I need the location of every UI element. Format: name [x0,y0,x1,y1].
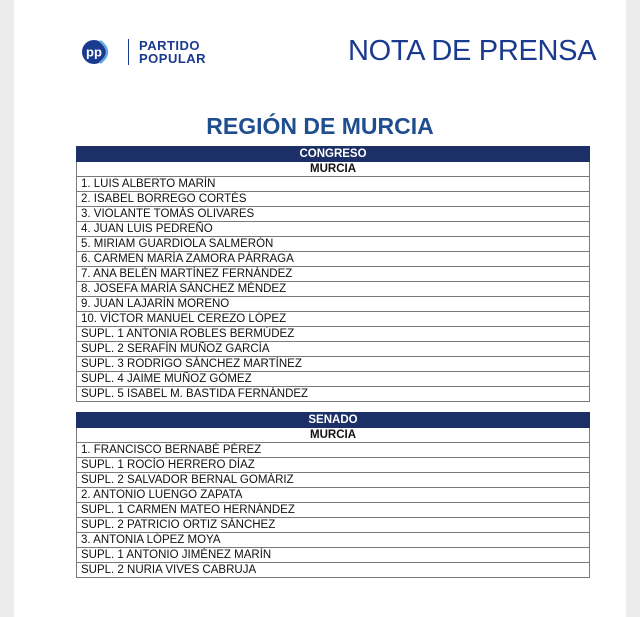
candidate-name: SUPL. 2 NURIA VIVES CABRUJA [77,563,590,578]
candidate-row [77,342,590,357]
candidate-name: 8. JOSEFA MARÍA SÁNCHEZ MÉNDEZ [77,282,590,297]
candidate-row [77,473,590,488]
senado-circunscripcion-row [77,428,590,443]
logo-mark-text: pp [86,44,102,60]
candidate-name: SUPL. 4 JAIME MUÑOZ GÓMEZ [77,372,590,387]
candidate-row [77,533,590,548]
candidate-name: 1. FRANCISCO BERNABÉ PÉREZ [77,443,590,458]
congreso-title: CONGRESO [77,147,590,162]
document-type-title: NOTA DE PRENSA [348,35,597,67]
candidate-name: 2. ISABEL BORREGO CORTÉS [77,192,590,207]
candidate-name: 9. JUAN LAJARÍN MORENO [77,297,590,312]
party-logo [80,36,206,68]
candidate-name: 1. LUIS ALBERTO MARÍN [77,177,590,192]
candidate-row [77,327,590,342]
senado-title: SENADO [77,413,590,428]
candidate-row [77,267,590,282]
candidate-row [77,312,590,327]
senado-header-row [77,413,590,428]
region-title: REGIÓN DE MURCIA [206,113,434,139]
candidate-row [77,177,590,192]
senado-table [76,412,590,578]
candidate-name: SUPL. 1 ANTONIO JIMÉNEZ MARÍN [77,548,590,563]
candidate-name: 3. VIOLANTE TOMÁS OLIVARES [77,207,590,222]
candidate-row [77,192,590,207]
candidate-name: SUPL. 2 SALVADOR BERNAL GOMÁRIZ [77,473,590,488]
candidate-name: 6. CARMEN MARÍA ZAMORA PÁRRAGA [77,252,590,267]
candidate-row [77,548,590,563]
candidate-row [77,387,590,402]
candidate-row [77,488,590,503]
senado-circunscripcion: MURCIA [77,428,590,443]
candidate-row [77,443,590,458]
candidate-row [77,372,590,387]
congreso-circunscripcion-row [77,162,590,177]
candidate-row [77,207,590,222]
candidate-row [77,563,590,578]
candidate-name: 5. MIRIAM GUARDIOLA SALMERÓN [77,237,590,252]
candidate-row [77,503,590,518]
candidate-row [77,297,590,312]
candidate-name: SUPL. 2 SERAFÍN MUÑOZ GARCÍA [77,342,590,357]
candidate-name: SUPL. 2 PATRICIO ORTIZ SÁNCHEZ [77,518,590,533]
candidate-name: 3. ANTONIA LÓPEZ MOYA [77,533,590,548]
candidate-name: 10. VÍCTOR MANUEL CEREZO LÓPEZ [77,312,590,327]
candidate-name: SUPL. 1 CARMEN MATEO HERNÁNDEZ [77,503,590,518]
candidate-row [77,252,590,267]
candidate-name: SUPL. 5 ISABEL M. BASTIDA FERNÁNDEZ [77,387,590,402]
congreso-circunscripcion: MURCIA [77,162,590,177]
pp-logo-icon [80,38,120,66]
logo-divider [128,39,129,65]
logo-line-1: PARTIDO [139,38,201,53]
candidate-name: 4. JUAN LUIS PEDREÑO [77,222,590,237]
logo-line-2: POPULAR [139,51,207,66]
candidate-name: 2. ANTONIO LUENGO ZAPATA [77,488,590,503]
candidate-name: SUPL. 1 ROCÍO HERRERO DÍAZ [77,458,590,473]
congreso-header-row [77,147,590,162]
candidate-row [77,458,590,473]
candidate-row [77,357,590,372]
press-release-page [14,0,626,617]
candidate-row [77,237,590,252]
candidate-name: 7. ANA BELÉN MARTÍNEZ FERNÁNDEZ [77,267,590,282]
candidate-name: SUPL. 1 ANTONIA ROBLES BERMÚDEZ [77,327,590,342]
candidate-name: SUPL. 3 RODRIGO SÁNCHEZ MARTÍNEZ [77,357,590,372]
candidate-row [77,222,590,237]
candidate-row [77,518,590,533]
logo-wordmark [139,39,206,65]
congreso-table [76,146,590,402]
candidate-row [77,282,590,297]
